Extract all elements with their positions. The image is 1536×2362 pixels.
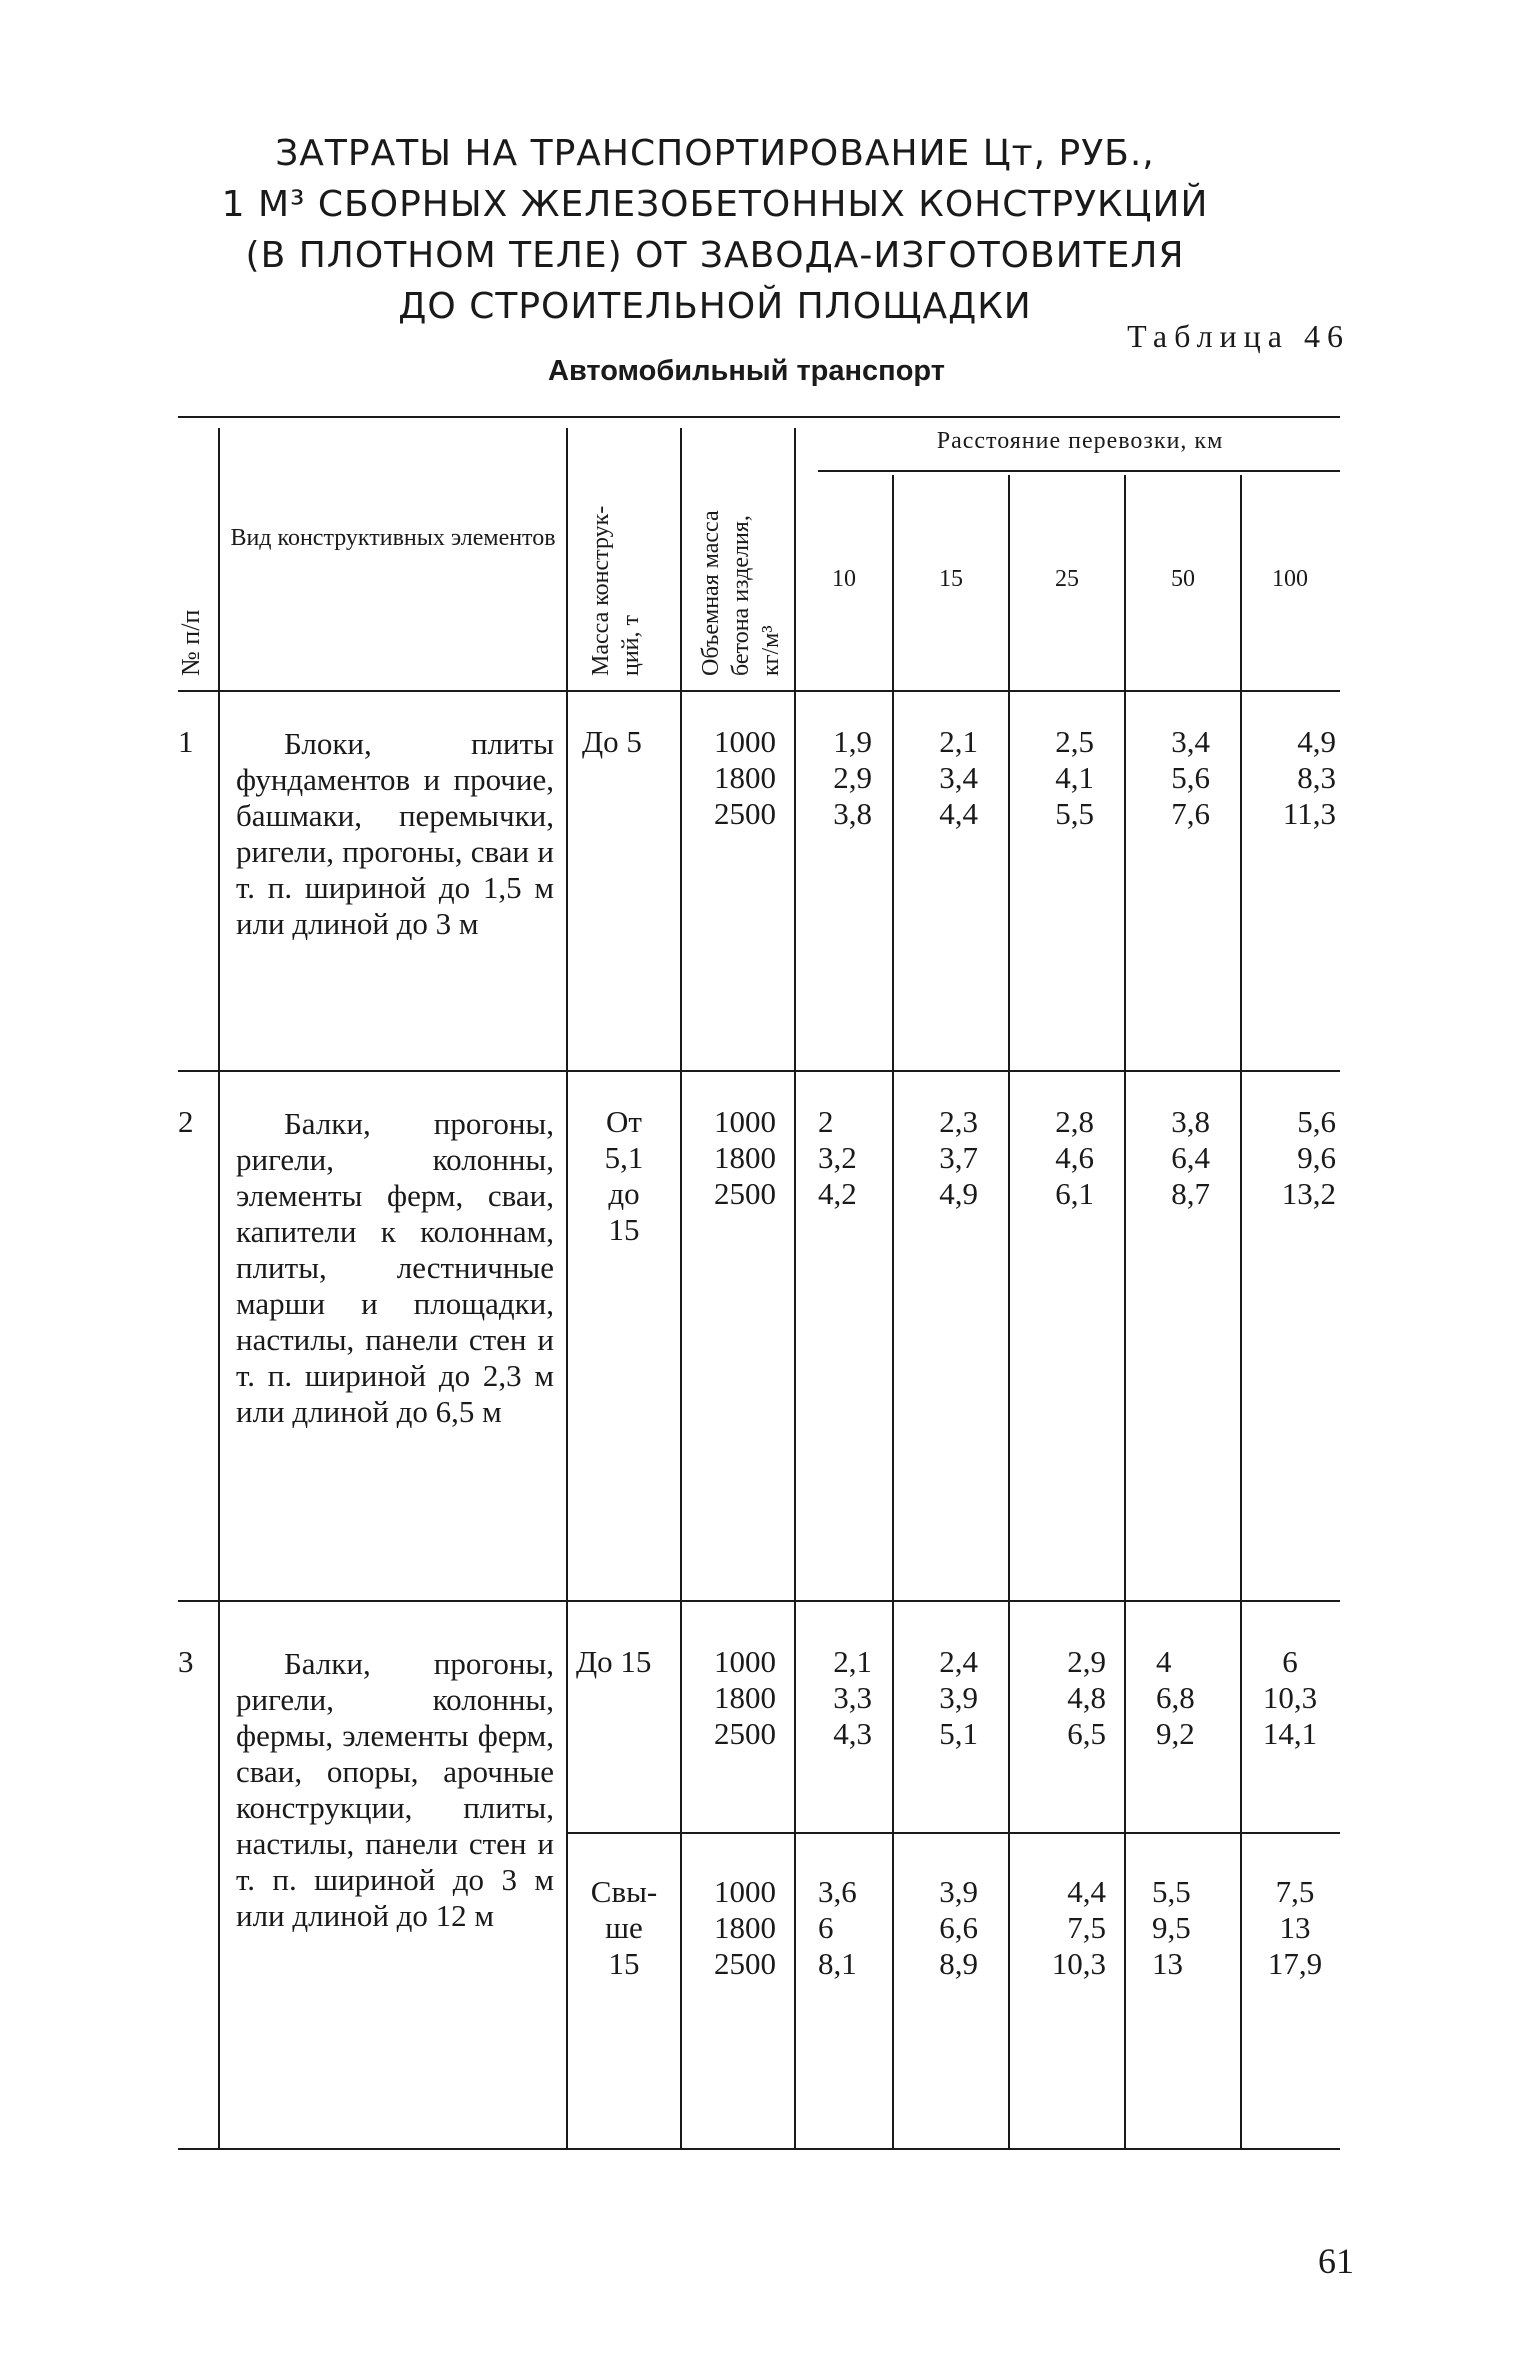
row-divider: [178, 1070, 1340, 1072]
header-mass-line: ций, т: [618, 614, 644, 676]
subrow-value-50: 4 6,8 9,2: [1156, 1644, 1195, 1751]
row-value-50: 3,4 5,6 7,6: [1171, 724, 1210, 831]
row-mass: От 5,1 до 15: [604, 1104, 644, 1247]
page-number: 61: [1318, 2241, 1354, 2281]
header-element-type: Вид конструктивных элементов: [230, 525, 556, 551]
header-distance: Расстояние перевозки, км: [936, 428, 1224, 454]
header-distance-10: 10: [832, 566, 856, 592]
title-line: ДО СТРОИТЕЛЬНОЙ ПЛОЩАДКИ: [398, 286, 1032, 327]
col-rule: [794, 428, 796, 2148]
col-rule: [218, 428, 220, 2148]
row-value-100: 5,6 9,6 13,2: [1281, 1104, 1336, 1211]
header-distance-25: 25: [1055, 566, 1079, 592]
row-value-50: 3,8 6,4 8,7: [1171, 1104, 1210, 1211]
row-divider: [178, 1600, 1340, 1602]
subrow-density: 1000 1800 2500: [714, 1644, 776, 1751]
table-bottom-rule: [178, 2148, 1340, 2150]
header-distance-15: 15: [939, 566, 963, 592]
subrow-value-50: 5,5 9,5 13: [1152, 1874, 1191, 1981]
header-mass-line: Масса конструк-: [588, 505, 614, 676]
subrow-value-15: 2,4 3,9 5,1: [939, 1644, 978, 1751]
title-line: (В ПЛОТНОМ ТЕЛЕ) ОТ ЗАВОДА-ИЗГОТОВИТЕЛЯ: [245, 235, 1185, 276]
distance-header-rule: [818, 470, 1340, 472]
row-value-25: 2,8 4,6 6,1: [1055, 1104, 1094, 1211]
col-rule: [680, 428, 682, 2148]
header-distance-100: 100: [1272, 566, 1308, 592]
row-num: 3: [178, 1644, 194, 1679]
table-top-rule: [178, 416, 1340, 418]
row-description: Балки, прогоны, ригели, колонны, фермы, элементы ферм, сваи, опоры, арочные конструкции, плиты, настилы, панели стен и т. п. шириной до 3 м или длиной до 12 м: [236, 1646, 554, 1933]
subrow-value-100: 7,5 13 17,9: [1267, 1874, 1323, 1981]
row-value-25: 2,5 4,1 5,5: [1055, 724, 1094, 831]
header-density-line: бетона изделия,: [728, 515, 754, 676]
page-title: [180, 128, 1250, 332]
header-density-line: Объемная масса: [698, 510, 724, 676]
header-density-line: кг/м³: [758, 625, 784, 676]
row-value-10: 2 3,2 4,2: [818, 1104, 857, 1211]
table-label: Таблица 46: [1127, 318, 1350, 354]
row-value-15: 2,1 3,4 4,4: [939, 724, 978, 831]
row-density: 1000 1800 2500: [714, 1104, 776, 1211]
header-density: [696, 510, 786, 676]
subrow-value-15: 3,9 6,6 8,9: [939, 1874, 978, 1981]
header-bottom-rule: [178, 690, 1340, 692]
row-value-15: 2,3 3,7 4,9: [939, 1104, 978, 1211]
row-num: 2: [178, 1104, 194, 1139]
table-subtitle: Автомобильный транспорт: [548, 355, 945, 387]
row-density: 1000 1800 2500: [714, 724, 776, 831]
subrow-divider: [566, 1832, 1340, 1834]
subrow-value-100: 6 10,3 14,1: [1262, 1644, 1318, 1751]
subrow-value-25: 2,9 4,8 6,5: [1067, 1644, 1106, 1751]
row-description: Блоки, плиты фундаментов и прочие, башмаки, перемычки, ригели, прогоны, сваи и т. п. шириной до 1,5 м или длиной до 3 м: [236, 726, 554, 941]
subrow-density: 1000 1800 2500: [714, 1874, 776, 1981]
row-description: Балки, прогоны, ригели, колонны, элементы ферм, сваи, капители к колоннам, плиты, лестничные марши и площадки, настилы, панели стен и т. п. шириной до 2,3 м или длиной до 6,5 м: [236, 1106, 554, 1429]
subrow-value-25: 4,4 7,5 10,3: [1051, 1874, 1106, 1981]
header-distance-50: 50: [1171, 566, 1195, 592]
header-num: № п/п: [176, 609, 205, 676]
subrow-value-10: 2,1 3,3 4,3: [833, 1644, 872, 1751]
subrow-mass: До 15: [576, 1644, 652, 1679]
row-value-10: 1,9 2,9 3,8: [833, 724, 872, 831]
subrow-mass: Свы- ше 15: [590, 1874, 658, 1981]
subrow-value-10: 3,6 6 8,1: [818, 1874, 857, 1981]
row-num: 1: [178, 724, 194, 759]
title-line: ЗАТРАТЫ НА ТРАНСПОРТИРОВАНИЕ Цт, РУБ.,: [275, 133, 1155, 174]
row-value-100: 4,9 8,3 11,3: [1282, 724, 1336, 831]
row-mass: До 5: [582, 724, 642, 759]
header-mass: [586, 506, 646, 676]
title-line: 1 М³ СБОРНЫХ ЖЕЛЕЗОБЕТОННЫХ КОНСТРУКЦИЙ: [221, 184, 1209, 225]
